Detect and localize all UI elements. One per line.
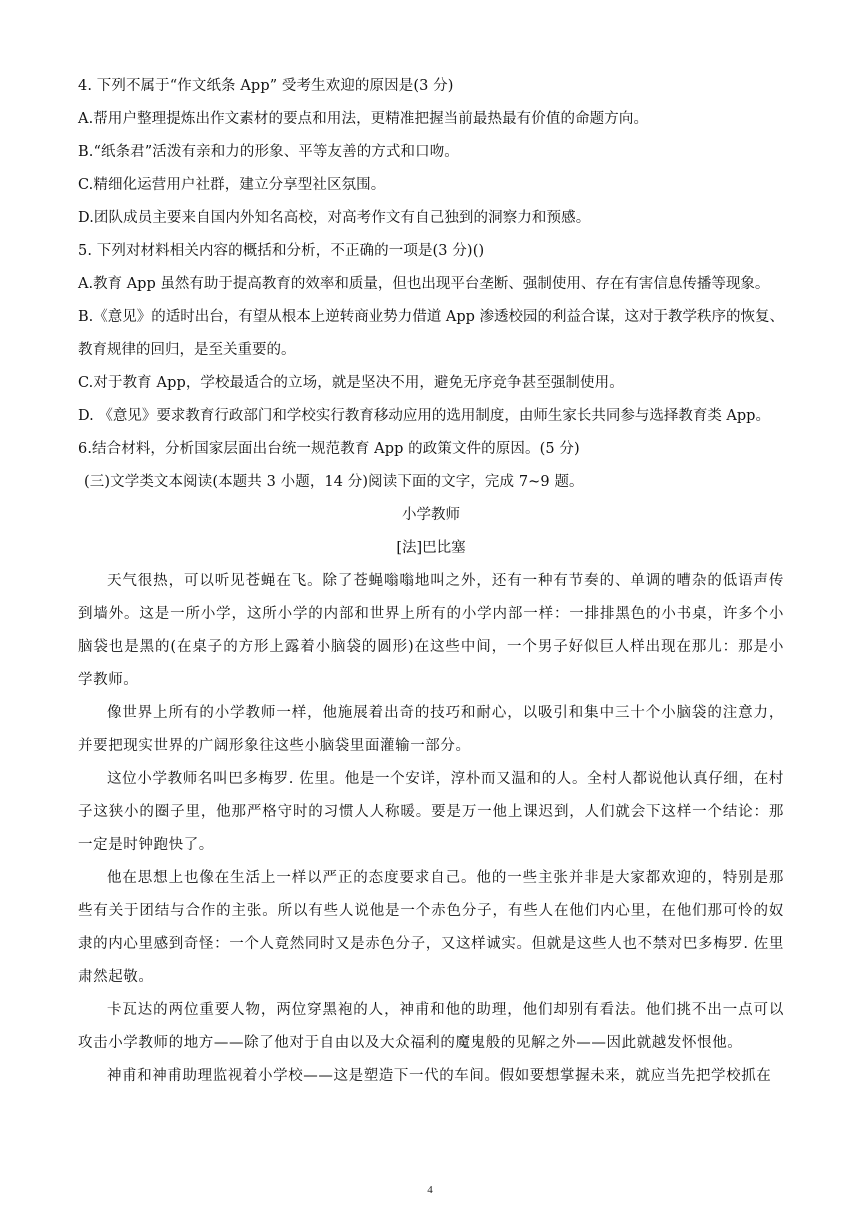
story-title: 小学教师 (402, 507, 460, 523)
story-paragraph-3: 这位小学教师名叫巴多梅罗. 佐里。他是一个安详，淳朴而又温和的人。全村人都说他认真仔细，在村子这狭小的圈子里，他那严格守时的习惯人人称暖。要是万一他上课迟到，人们就会下这样一个结论：那一定是时钟跑快了。 (78, 771, 784, 853)
story-paragraph-1: 天气很热，可以听见苍蝇在飞。除了苍蝇嗡嗡地叫之外，还有一种有节奏的、单调的嘈杂的低语声传到墙外。这是一所小学，这所小学的内部和世界上所有的小学内部一样：一排排黑色的小书桌，许多个小脑袋也是黑的(在桌子的方形上露着小脑袋的圆形)在这些中间，一个男子好似巨人样出现在那儿：那是小学教师。 (78, 573, 784, 688)
story-paragraph-6: 神甫和神甫助理监视着小学校——这是塑造下一代的车间。假如要想掌握未来，就应当先把学校抓在 (107, 1068, 772, 1084)
question-4-option-a: A.帮用户整理提炼出作文素材的要点和用法，更精准把握当前最热最有价值的命题方向。 (78, 111, 649, 127)
question-4-stem: 4. 下列不属于“作文纸条 App” 受考生欢迎的原因是(3 分) (78, 78, 454, 94)
question-4-option-d: D.团队成员主要来自国内外知名高校，对高考作文有自己独到的洞察力和预感。 (78, 210, 591, 226)
story-author: [法]巴比塞 (396, 540, 466, 556)
section-3-heading: (三)文学类文本阅读(本题共 3 小题，14 分)阅读下面的文字，完成 7~9 题。 (84, 474, 584, 490)
question-5-option-a: A.教育 App 虽然有助于提高教育的效率和质量，但也出现平台垄断、强制使用、存在有害信息传播等现象。 (78, 276, 770, 292)
question-5-option-c: C.对于教育 App，学校最适合的立场，就是坚决不用，避免无序竞争甚至强制使用。 (78, 375, 624, 391)
question-5-option-b: B.《意见》的适时出台，有望从根本上逆转商业势力借道 App 渗透校园的利益合谋，这对于教学秩序的恢复、教育规律的回归，是至关重要的。 (78, 309, 785, 358)
question-4-option-c: C.精细化运营用户社群，建立分享型社区氛围。 (78, 177, 386, 193)
question-4-option-b: B.“纸条君”活泼有亲和力的形象、平等友善的方式和口吻。 (78, 144, 459, 160)
question-5-option-d: D. 《意见》要求教育行政部门和学校实行教育移动应用的选用制度，由师生家长共同参与选择教育类 App。 (78, 408, 770, 424)
story-paragraph-4: 他在思想上也像在生活上一样以严正的态度要求自己。他的一些主张并非是大家都欢迎的，特别是那些有关于团结与合作的主张。所以有些人说他是一个赤色分子，有些人在他们内心里，在他们那可怜的奴隶的内心里感到奇怪：一个人竟然同时又是赤色分子，又这样诚实。但就是这些人也不禁对巴多梅罗. 佐里肃然起敬。 (78, 870, 784, 985)
exam-page (78, 70, 784, 1093)
question-5-stem: 5. 下列对材料相关内容的概括和分析，不正确的一项是(3 分)() (78, 243, 485, 259)
story-paragraph-2: 像世界上所有的小学教师一样，他施展着出奇的技巧和耐心，以吸引和集中三十个小脑袋的注意力，并要把现实世界的广阔形象往这些小脑袋里面灌输一部分。 (78, 705, 784, 754)
page-number: 4 (427, 1184, 433, 1196)
story-paragraph-5: 卡瓦达的两位重要人物，两位穿黑袍的人，神甫和他的助理，他们却别有看法。他们挑不出一点可以攻击小学教师的地方——除了他对于自由以及大众福利的魔鬼般的见解之外——因此就越发怀恨他。 (78, 1002, 784, 1051)
question-6-stem: 6.结合材料，分析国家层面出台统一规范教育 App 的政策文件的原因。(5 分) (78, 441, 580, 457)
